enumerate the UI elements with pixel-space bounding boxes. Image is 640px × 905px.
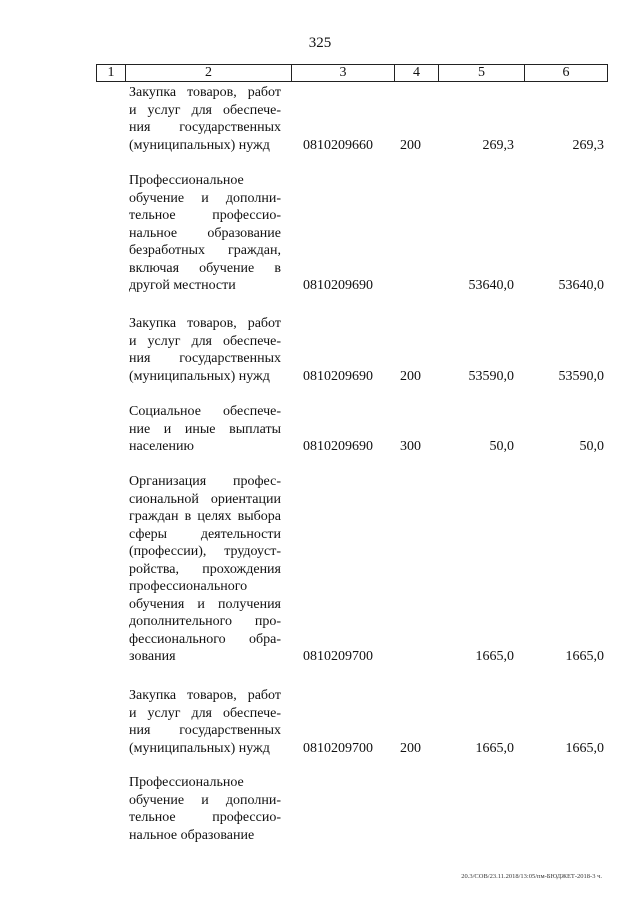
description-line: Закупка товаров, работ — [129, 85, 281, 100]
footer-note: 20.3/СОВ/23.11.2018/13:05/пм-БЮДЖЕТ-2018-3 ч. — [461, 873, 602, 880]
header-col-1: 1 — [97, 65, 126, 81]
description-line: Профессиональное — [129, 173, 244, 188]
table-header-row — [96, 64, 608, 82]
header-col-4: 4 — [395, 65, 439, 81]
description-line: безработных граждан, — [129, 243, 281, 258]
row-description — [129, 84, 281, 154]
row-code: 0810209700 — [303, 649, 373, 664]
description-line: Закупка товаров, работ — [129, 316, 281, 331]
row-value-col5: 53590,0 — [468, 368, 514, 384]
description-line: (муниципальных) нужд — [129, 137, 270, 153]
page-number: 325 — [308, 35, 332, 51]
description-line: Социальное обеспече- — [129, 404, 281, 419]
description-line: тельное профессио- — [129, 208, 281, 223]
description-line: и услуг для обеспече- — [129, 705, 281, 721]
description-line: Профессиональное — [129, 775, 244, 790]
description-line: ния государственных — [129, 723, 281, 738]
description-line: ние и иные выплаты — [129, 421, 281, 437]
row-code: 0810209690 — [303, 278, 373, 293]
description-line: и услуг для обеспече- — [129, 102, 281, 118]
row-expense-type: 200 — [400, 137, 421, 153]
description-line: граждан в целях выбора — [129, 509, 281, 524]
row-value-col6: 1665,0 — [565, 649, 604, 664]
row-expense-type: 300 — [400, 439, 421, 454]
row-expense-type: 200 — [400, 740, 421, 756]
row-code: 0810209700 — [303, 740, 373, 756]
row-value-col6: 269,3 — [572, 137, 604, 153]
row-code: 0810209690 — [303, 439, 373, 454]
row-expense-type: 200 — [400, 368, 421, 384]
row-value-col5: 1665,0 — [475, 740, 514, 756]
description-line: ройства, прохождения — [129, 561, 281, 577]
row-description — [129, 473, 281, 666]
description-line: обучение и дополни- — [129, 190, 281, 206]
description-line: сиональной ориентации — [129, 491, 281, 507]
row-value-col5: 1665,0 — [475, 649, 514, 664]
description-line: обучение и дополни- — [129, 792, 281, 808]
description-line: нальное образование — [129, 225, 281, 241]
row-description — [129, 315, 281, 385]
description-line: (муниципальных) нужд — [129, 368, 270, 384]
header-col-3: 3 — [292, 65, 395, 81]
description-line: (муниципальных) нужд — [129, 740, 270, 756]
description-line: зования — [129, 649, 176, 664]
description-line: Закупка товаров, работ — [129, 688, 281, 703]
description-line: и услуг для обеспече- — [129, 333, 281, 349]
row-code: 0810209690 — [303, 368, 373, 384]
header-col-5: 5 — [439, 65, 525, 81]
row-description — [129, 172, 281, 295]
description-line: дополнительного про- — [129, 614, 281, 629]
row-code: 0810209660 — [303, 137, 373, 153]
row-value-col5: 53640,0 — [468, 278, 514, 293]
row-value-col6: 50,0 — [579, 439, 604, 454]
header-col-2: 2 — [126, 65, 292, 81]
row-value-col6: 53640,0 — [558, 278, 604, 293]
description-line: тельное профессио- — [129, 810, 281, 825]
description-line: ния государственных — [129, 351, 281, 366]
header-col-6: 6 — [562, 65, 570, 80]
description-line: другой местности — [129, 278, 236, 293]
description-line: населению — [129, 439, 194, 454]
description-line: нальное образование — [129, 827, 255, 843]
description-line: ния государственных — [129, 120, 281, 135]
description-line: профессионального — [129, 579, 248, 594]
description-line: Организация профес- — [129, 474, 281, 489]
row-value-col6: 1665,0 — [565, 740, 604, 756]
description-line: (профессии), трудоуст- — [129, 544, 281, 559]
row-description — [129, 774, 281, 844]
row-description — [129, 403, 281, 456]
row-value-col5: 269,3 — [482, 137, 514, 153]
description-line: обучения и получения — [129, 596, 281, 612]
row-description — [129, 687, 281, 757]
row-value-col6: 53590,0 — [558, 368, 604, 384]
description-line: фессионального обра- — [129, 631, 281, 647]
row-value-col5: 50,0 — [489, 439, 514, 454]
description-line: сферы деятельности — [129, 526, 281, 542]
description-line: включая обучение в — [129, 260, 281, 276]
